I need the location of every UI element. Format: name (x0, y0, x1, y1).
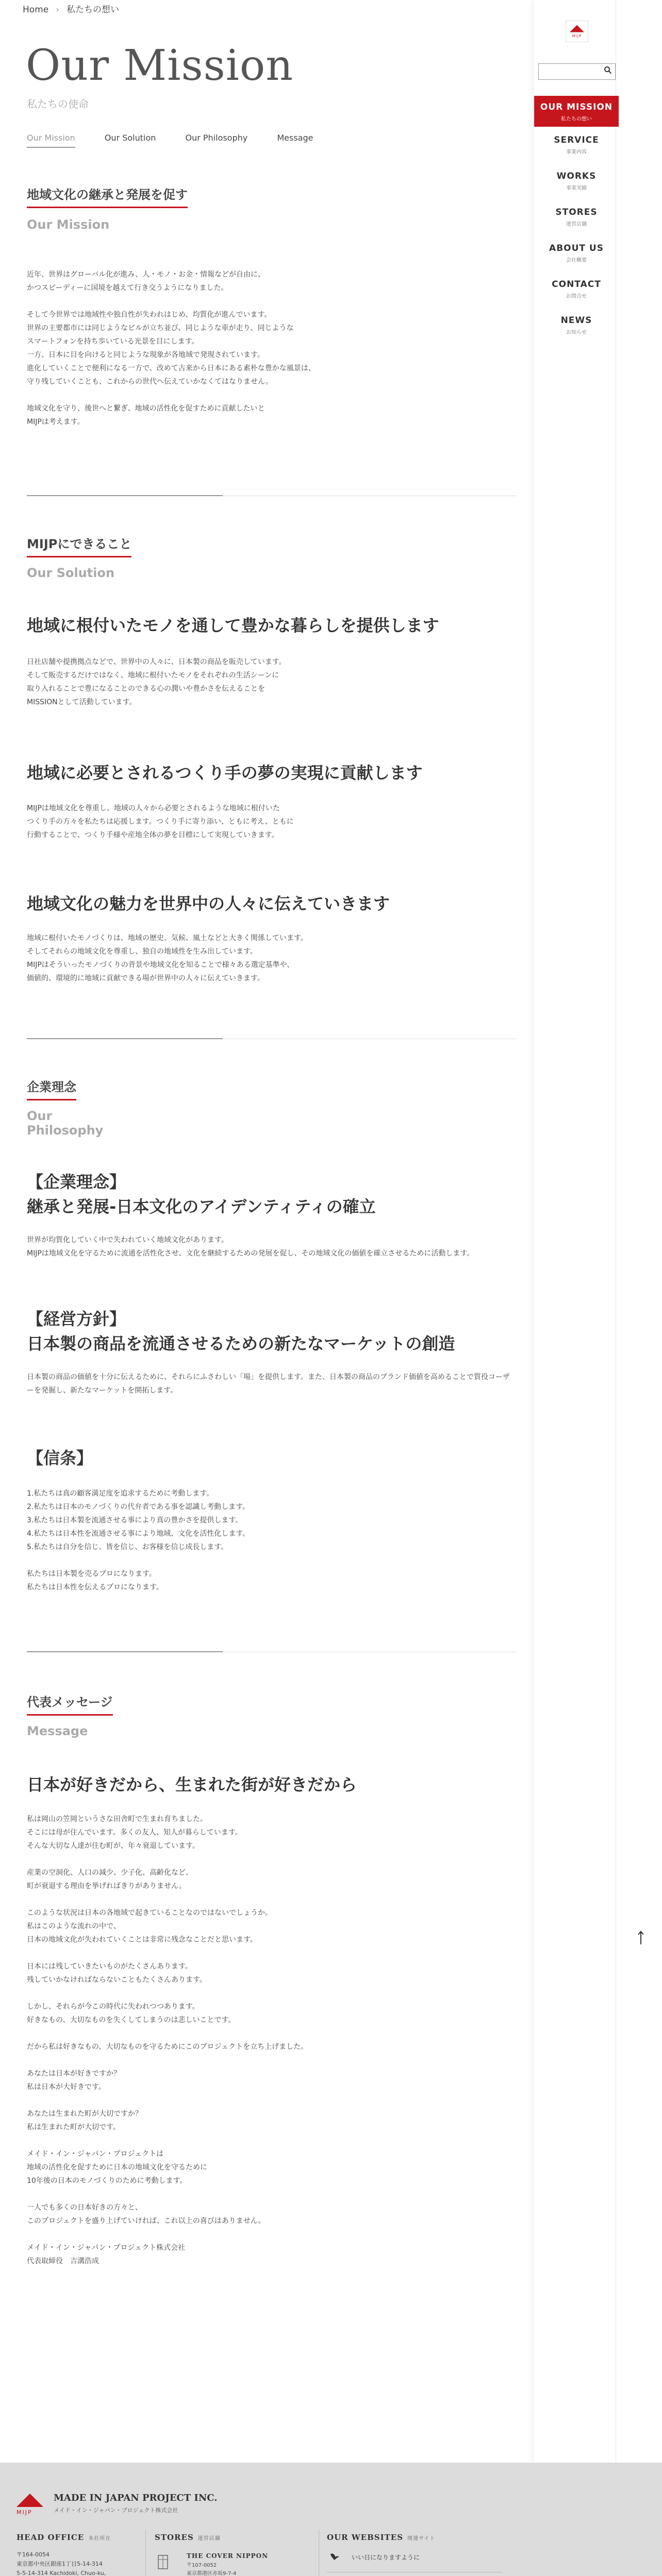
sidebar-item-works[interactable] (534, 171, 619, 191)
subnav-message[interactable]: Message (277, 133, 313, 143)
breadcrumb (23, 2, 119, 15)
philosophy-creed-closing: 私たちは日本製を売るプロになります。 私たちは日本性を伝えるプロになります。 (27, 1570, 163, 1591)
mission-para-1: 近年、世界はグローバル化が進み、人・モノ・お金・情報などが自由に、 かつスピーディーに国境を越えて行き交うようになりました。 (27, 270, 265, 292)
store-icon (157, 2553, 169, 2570)
search-box[interactable] (538, 63, 616, 80)
sidebar-item-sublabel: お問合せ (566, 294, 587, 299)
philosophy-text-1 (27, 1233, 517, 1274)
footer-websites-title (327, 2533, 435, 2542)
footer-stores-label: STORES (155, 2533, 194, 2542)
footer-column-divider (145, 2530, 146, 2576)
message-para: 産業の空洞化、人口の減少、少子化、高齢化など、 町が衰退する理由を挙げればきりがありません。 (27, 1869, 193, 1890)
philosophy-title-2: 【経営方針】 日本製の商品を流通させるための新たなマーケットの創造 (27, 1309, 455, 1353)
solution-title-1: 地域に根付いたモノを通して豊かな暮らしを提供します (27, 616, 439, 635)
message-para: しかし、それらが今この時代に失われつつあります。 好きなもの、大切なものを失くしてしまうのは悲しいことです。 (27, 2003, 236, 2024)
sidebar-item-sublabel: 運営店舗 (566, 222, 587, 227)
solution-text-2-body: MIJPは地域文化を尊重し、地域の人々から必要とされるような地域に根付いた つくり手の方々を私たちは応援します。つくり手に寄り添い、ともに考え、ともに 行動することで、つくり手様や産地全体の夢を目標にして実現していきます。 (27, 804, 294, 839)
footer-head-office-jp: 本社所在 (88, 2536, 111, 2541)
message-heading: 代表メッセージ (27, 1692, 113, 1716)
philosophy-text-1-body: 世界が均質化していく中で失われていく地域文化があります。 MIJPは地域文化を守るために流通を活性化させ、文化を継続するための発展を促し、その地域文化の価値を確立させるために活動します。 (27, 1236, 474, 1258)
philosophy-creed-list: 1.私たちは真の顧客満足度を追求するために考動します。 2.私たちは日本のモノづくりの代弁者である事を認識し考動します。 3.私たちは日本製を流通させる事により真の豊かさを提供します。 4.私たちは日本性を流通させる事により地域、文化を活性化します。 5.私たちは自分を信じ、皆を信じ、お客様を信じ成長します。 (27, 1489, 250, 1551)
scroll-track[interactable] (616, 0, 662, 2463)
search-input[interactable] (539, 64, 600, 78)
message-para: メイド・イン・ジャパン・プロジェクトは 地域の活性化を促すために日本の地域文化を守るために 10年後の日本のモノづくりのために考動します。 (27, 2150, 207, 2185)
footer-head-office-label: HEAD OFFICE (16, 2533, 85, 2542)
solution-en-label: Our Solution (27, 566, 115, 580)
footer-website-link[interactable] (327, 2550, 420, 2564)
bird-icon (327, 2550, 342, 2564)
message-para: 一人でも多くの日本好きの方々と、 このプロジェクトを盛り上げていければ、これ以上の喜びはありません。 (27, 2204, 266, 2225)
message-para: あなたは生まれた町が大切ですか？ 私は生まれた町が大切です。 (27, 2110, 142, 2131)
scroll-top-icon[interactable] (637, 1930, 644, 1948)
logo-roof-icon (570, 25, 584, 32)
sidebar-item-sublabel: お知らせ (566, 330, 587, 335)
sidebar-item-label: STORES (555, 207, 598, 217)
subnav-philosophy[interactable]: Our Philosophy (185, 133, 248, 143)
breadcrumb-current: 私たちの想い (67, 5, 120, 15)
philosophy-en-label: Our Philosophy (27, 1109, 104, 1138)
site-logo[interactable] (566, 21, 588, 42)
solution-text-3-body: 地域に根付いたモノづくりは、地域の歴史、気候、風土などと大きく関係しています。 そしてそれらの地域文化を尊重し、独自の地域性を生み出しています。 MIJPはそういったモノづくりの背景や地域文化を知ることで様々ある選定基準や、 価値的、環境的に地域に貢献できる場が世界中の人々に伝えていきます。 (27, 934, 308, 982)
subnav-mission[interactable]: Our Mission (27, 133, 75, 148)
solution-text-1 (27, 655, 517, 722)
message-para: あなたは日本が好きですか？ 私は日本が大好きです。 (27, 2070, 121, 2091)
sidebar-item-mission[interactable] (534, 96, 619, 127)
subnav-solution[interactable]: Our Solution (104, 133, 156, 143)
sidebar-item-sublabel: 会社概要 (566, 258, 587, 263)
message-para: このような状況は日本の各地域で起きていることなのではないでしょうか。 私はこのような流れの中で、 日本の地域文化が失われていくことは非常に残念なことだと思います。 (27, 1909, 272, 1944)
mission-en-label: Our Mission (27, 217, 110, 232)
message-para: 私は岡山の笠岡というさな田舎町で生まれ育ちました。 そこには母が住んでいます。多くの友人、知人が暮らしています。 そんな大切な人達が住む町が、年々衰退しています。 (27, 1815, 242, 1850)
sidebar-item-label: WORKS (556, 171, 597, 181)
sidebar-item-about[interactable] (534, 243, 619, 263)
footer-logo[interactable] (16, 2494, 43, 2519)
sidebar-item-label: OUR MISSION (540, 102, 613, 112)
mission-heading: 地域文化の継承と発展を促す (27, 184, 188, 208)
logo-text: MIJP (572, 33, 582, 38)
section-nav (27, 133, 340, 148)
solution-text-3 (27, 931, 517, 998)
sidebar-item-sublabel: 私たちの想い (561, 116, 592, 122)
footer-websites-label: OUR WEBSITES (327, 2533, 404, 2542)
footer-head-office-title (16, 2533, 111, 2542)
message-signature: メイド・イン・ジャパン・プロジェクト株式会社 代表取締役 吉溝浩成 (27, 2244, 186, 2265)
footer-stores-title (155, 2533, 221, 2542)
mission-text (27, 268, 517, 442)
page-title: Our Mission (26, 41, 294, 90)
footer (0, 2463, 662, 2576)
footer-company-name-jp: メイド・イン・ジャパン・プロジェクト株式会社 (54, 2507, 178, 2514)
philosophy-text-3 (27, 1487, 517, 1607)
philosophy-text-2 (27, 1370, 517, 1411)
footer-website-label: いい日になりますように (352, 2553, 420, 2561)
page-subtitle: 私たちの使命 (27, 98, 89, 110)
philosophy-title-3: 【信条】 (27, 1448, 93, 1468)
solution-heading: MIJPにできること (27, 534, 131, 557)
solution-title-2: 地域に必要とされるつくり手の夢の実現に貢献します (27, 763, 423, 783)
sidebar-item-sublabel: 事業実績 (566, 185, 587, 191)
solution-title-3: 地域文化の魅力を世界中の人々に伝えていきます (27, 894, 390, 913)
sidebar-item-sublabel: 事業内容 (566, 149, 587, 155)
breadcrumb-separator: › (56, 5, 60, 15)
philosophy-title-1: 【企業理念】 継承と発展-日本文化のアイデンティティの確立 (27, 1172, 376, 1216)
sidebar-item-label: NEWS (560, 315, 592, 326)
sidebar-item-contact[interactable] (534, 279, 619, 299)
message-text (27, 1812, 517, 2281)
solution-text-1-body: 日社店舗や提携拠点などで、世界中の人々に、日本製の商品を販売しています。 そして販売するだけではなく、地域に根付いたモノをそれぞれの生活シーンに 取り入れることで豊になることのできる心の潤いや豊かさを伝えることを MISSIONとして活動しています。 (27, 658, 286, 706)
sidebar-item-service[interactable] (534, 135, 619, 155)
footer-store-address: 〒107-0052 東京都港区赤坂9-7-4 (187, 2563, 237, 2576)
solution-text-2 (27, 802, 517, 855)
footer-websites-jp: 関連サイト (407, 2536, 436, 2541)
sidebar-item-stores[interactable] (534, 207, 619, 227)
message-para: だから私は好きなもの、大切なものを守るためにこのプロジェクトを立ち上げました。 (27, 2043, 308, 2051)
message-para: 日本には残していきたいものがたくさんあります。 残していかなければならないこともたくさんあります。 (27, 1962, 207, 1984)
philosophy-heading: 企業理念 (27, 1077, 76, 1100)
mission-para-2: そして今世界では地域性や独自性が失われはじめ、均質化が進んでいます。 世界の主要都市には同じようなビルが立ち並び、同じような車が走り、同じような スマートフォンを持ち歩いている光景を目にします。 一方、日本に目を向けると同じような現象が各地域で発現されています。 進化していくことで便利になる一方で、改めて古来から日本にある素朴な豊かな風景は、 守り残していくことも、これからの世代へ伝えていかなくてはなりません。 (27, 311, 316, 386)
footer-head-office-address: 〒164-0054 東京都中央区銀座1丁目5-14-314 5-5-14-314 Kachidoki, Chuo-ku, (16, 2551, 106, 2576)
footer-logo-text: MIJP (16, 2509, 32, 2516)
mission-para-3: 地域文化を守り、後世へと繋ぎ、地域の活性化を促すために貢献したいと MIJPは考えます。 (27, 404, 265, 426)
message-title: 日本が好きだから、生まれた街が好きだから (27, 1775, 357, 1794)
footer-company-name: MADE IN JAPAN PROJECT INC. (54, 2493, 218, 2503)
sidebar-item-label: SERVICE (554, 135, 599, 145)
logo-roof-icon (16, 2494, 43, 2507)
sidebar-item-news[interactable] (534, 315, 619, 335)
sidebar-item-label: ABOUT US (549, 243, 604, 253)
search-icon[interactable] (604, 66, 612, 76)
footer-store-name[interactable]: THE COVER NIPPON (187, 2552, 269, 2560)
message-en-label: Message (27, 1724, 88, 1738)
sidebar-item-label: CONTACT (552, 279, 601, 290)
footer-stores-jp: 運営店舗 (197, 2536, 221, 2541)
philosophy-text-2-body: 日本製の商品の価値を十分に伝えるために、それらにふさわしい「場」を提供します。また、日本製の商品のブランド価値を高めることで質役コーザーを発掘し、新たなマーケットを開拓します。 (27, 1373, 510, 1395)
breadcrumb-home[interactable]: Home (23, 5, 49, 15)
